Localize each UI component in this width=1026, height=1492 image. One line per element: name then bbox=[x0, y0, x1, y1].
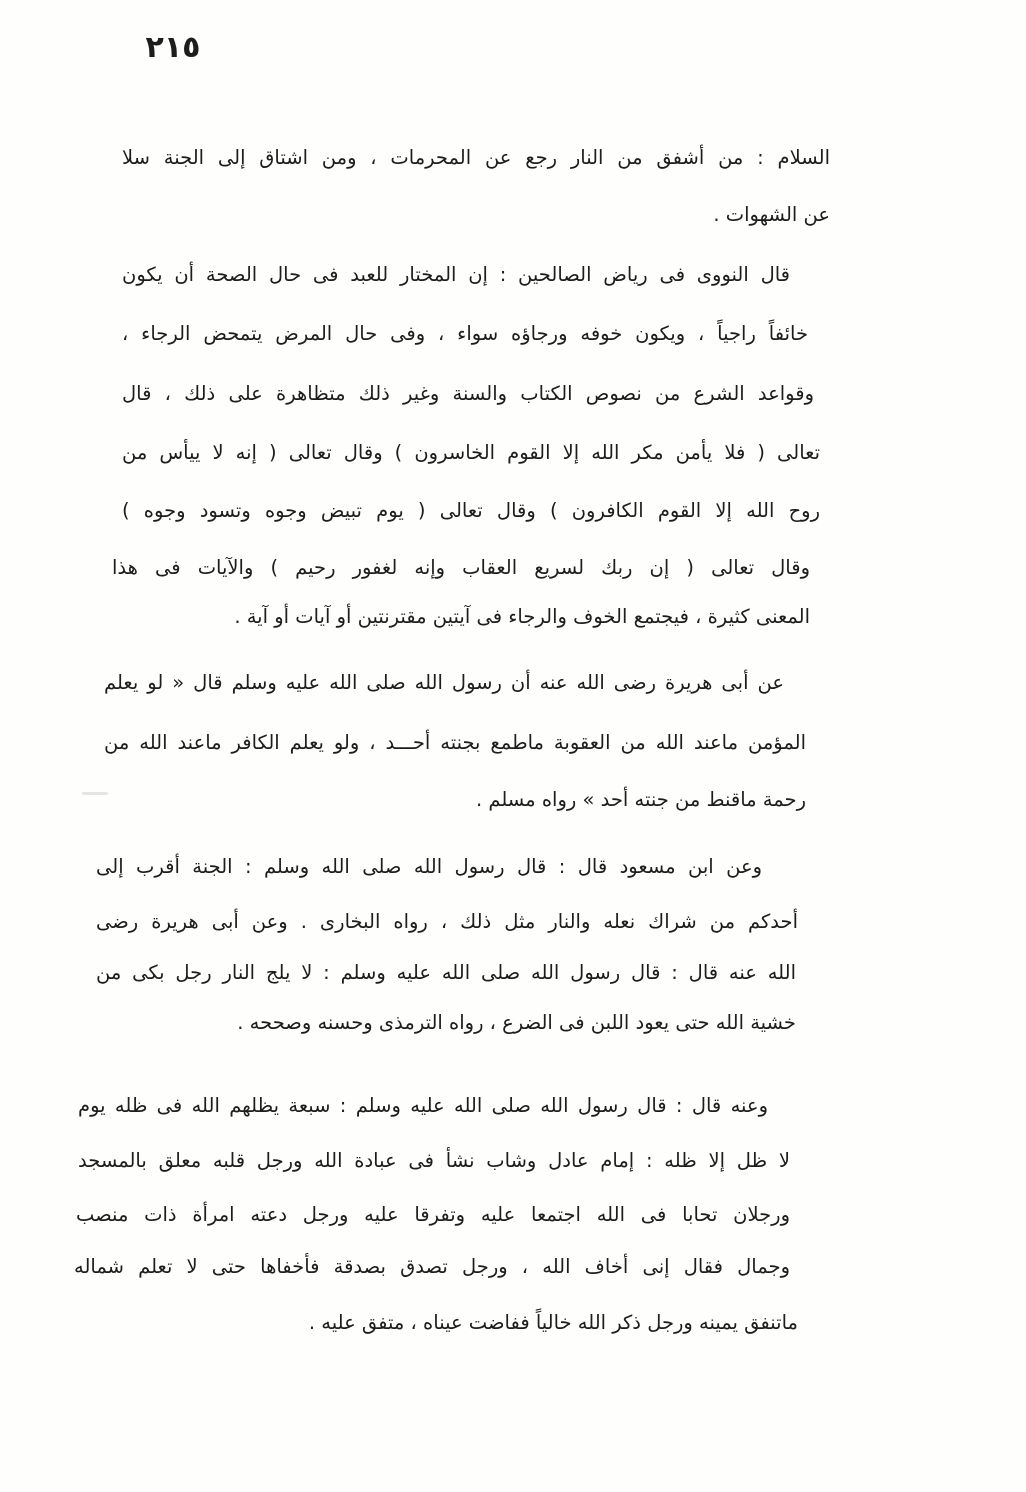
text-line: وجمال فقال إنى أخاف الله ، ورجل تصدق بصدقة فأخفاها حتى لا تعلم شماله bbox=[74, 1255, 790, 1278]
text-line: خائفاً راجياً ، ويكون خوفه ورجاؤه سواء ، وفى حال المرض يتمحض الرجاء ، bbox=[122, 322, 808, 345]
text-line: خشية الله حتى يعود اللبن فى الضرع ، رواه الترمذى وحسنه وصححه . bbox=[237, 1011, 796, 1034]
text-line: تعالى ( فلا يأمن مكر الله إلا القوم الخاسرون ) وقال تعالى ( إنه لا ييأس من bbox=[122, 441, 820, 464]
text-line: ورجلان تحابا فى الله اجتمعا عليه وتفرقا عليه ورجل دعته امرأة ذات منصب bbox=[76, 1203, 790, 1226]
text-line: الله عنه قال : قال رسول الله صلى الله عليه وسلم : لا يلج النار رجل بكى من bbox=[96, 961, 796, 984]
text-line: رحمة ماقنط من جنته أحد » رواه مسلم . bbox=[475, 788, 806, 811]
text-line: وقال تعالى ( إن ربك لسريع العقاب وإنه لغفور رحيم ) والآيات فى هذا bbox=[112, 556, 810, 579]
scan-speck bbox=[82, 792, 108, 795]
text-line: روح الله إلا القوم الكافرون ) وقال تعالى ( يوم تبيض وجوه وتسود وجوه ) bbox=[122, 499, 820, 522]
page-number: ٢١٥ bbox=[145, 30, 201, 65]
text-line: لا ظل إلا ظله : إمام عادل وشاب نشأ فى عبادة الله ورجل قلبه معلق بالمسجد bbox=[78, 1149, 790, 1172]
text-line: وعنه قال : قال رسول الله صلى الله عليه وسلم : سبعة يظلهم الله فى ظله يوم bbox=[78, 1094, 768, 1117]
text-line: أحدكم من شراك نعله والنار مثل ذلك ، رواه البخارى . وعن أبى هريرة رضى bbox=[96, 910, 798, 933]
text-line: المؤمن ماعند الله من العقوبة ماطمع بجنته أحـــد ، ولو يعلم الكافر ماعند الله من bbox=[104, 731, 806, 754]
text-line: عن أبى هريرة رضى الله عنه أن رسول الله صلى الله عليه وسلم قال « لو يعلم bbox=[104, 671, 784, 694]
text-line: وقواعد الشرع من نصوص الكتاب والسنة وغير ذلك متظاهرة على ذلك ، قال bbox=[122, 382, 814, 405]
text-line: وعن ابن مسعود قال : قال رسول الله صلى الله وسلم : الجنة أقرب إلى bbox=[96, 855, 762, 878]
text-line: السلام : من أشفق من النار رجع عن المحرمات ، ومن اشتاق إلى الجنة سلا bbox=[122, 146, 830, 169]
text-line: عن الشهوات . bbox=[713, 203, 830, 226]
text-line: قال النووى فى رياض الصالحين : إن المختار للعبد فى حال الصحة أن يكون bbox=[122, 263, 790, 286]
text-line: المعنى كثيرة ، فيجتمع الخوف والرجاء فى آيتين مقترنتين أو آيات أو آية . bbox=[234, 605, 810, 628]
text-line: ماتنفق يمينه ورجل ذكر الله خالياً ففاضت عيناه ، متفق عليه . bbox=[308, 1311, 798, 1334]
